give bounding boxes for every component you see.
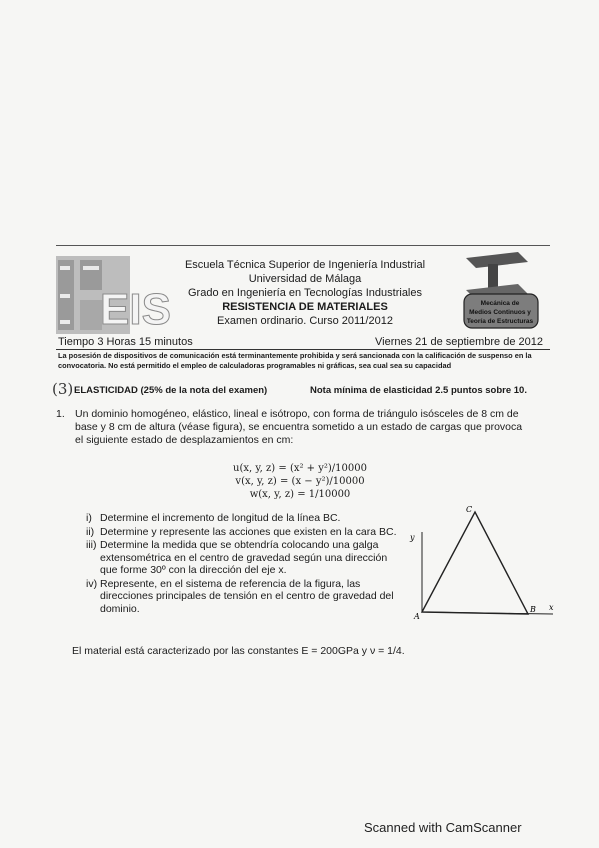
institution-header [150, 258, 460, 328]
vertex-b-label: B [530, 605, 536, 614]
department-logo [458, 250, 542, 336]
question-item [86, 512, 404, 525]
exam-type: Examen ordinario. Curso 2011/2012 [217, 315, 393, 327]
course-title: RESISTENCIA DE MATERIALES [222, 301, 388, 313]
exam-duration: Tiempo 3 Horas 15 minutos [58, 336, 193, 348]
triangle-shape [422, 512, 528, 614]
material-constants: El material está caracterizado por las constantes E = 200GPa y ν = 1/4. [72, 645, 405, 657]
question-number: iii) [86, 539, 97, 551]
degree-name: Grado en Ingeniería en Tecnologías Industriales [187, 287, 422, 299]
minimum-grade-note: Nota mínima de elasticidad 2.5 puntos sobre 10. [310, 385, 527, 396]
question-item [86, 526, 404, 539]
dept-line-1: Mecánica de [480, 300, 520, 307]
rules-notice: La posesión de dispositivos de comunicación está terminantemente prohibida y será sancionada con la calificación de suspenso en la convocatoria. No está permitido el empleo de calculadoras programables ni gráficas, sea cual sea su capacidad [58, 351, 532, 370]
top-rule [56, 245, 550, 246]
equation-v: v(x, y, z) = (x − y²)/10000 [235, 476, 365, 487]
question-item [86, 578, 404, 616]
dept-line-3: Teoría de Estructuras [466, 318, 534, 325]
question-number: iv) [86, 577, 98, 590]
handwritten-number: (3) [52, 380, 74, 398]
equation-w: w(x, y, z) = 1/10000 [249, 489, 351, 500]
problem-statement: Un dominio homogéneo, elástico, lineal e isótropo, con forma de triángulo isósceles de 8 cm de base y 8 cm de altura (véase figura), se encuentra sometido a un estado de cargas que provoca el siguiente estado de desplazamientos en cm: [75, 408, 523, 446]
question-item [86, 539, 404, 577]
university-name: Universidad de Málaga [248, 273, 362, 285]
question-number: ii) [86, 525, 95, 538]
question-text: Determine y represente las acciones que existen en la cara BC. [100, 525, 397, 538]
question-text: Determine el incremento de longitud de la línea BC. [100, 512, 341, 524]
question-text: Represente, en el sistema de referencia de la figura, las direcciones principales de tensión en el centro de gravedad del dominio. [100, 577, 394, 615]
school-logo [56, 256, 171, 334]
question-number: i) [86, 512, 92, 524]
mid-rule [56, 349, 550, 350]
section-title: ELASTICIDAD (25% de la nota del examen) [74, 385, 268, 396]
y-axis-label: y [410, 533, 415, 542]
displacement-equations [200, 462, 400, 501]
question-text: Determine la medida que se obtendría colocando una galga extensométrica en el centro de gravedad según una dirección que forme 30º con la dirección del eje x. [100, 539, 388, 576]
question-list [86, 512, 404, 616]
vertex-c-label: C [466, 505, 473, 514]
dept-line-2: Medios Continuos y [469, 309, 531, 316]
x-axis-label: x [549, 603, 554, 612]
equation-u: u(x, y, z) = (x² + y²)/10000 [233, 463, 367, 474]
problem-number: 1. [56, 408, 65, 420]
logo-letters: EIS [100, 285, 171, 334]
scanner-watermark: Scanned with CamScanner [364, 820, 522, 835]
vertex-a-label: A [414, 612, 420, 621]
triangle-figure [408, 498, 558, 628]
school-name: Escuela Técnica Superior de Ingeniería Industrial [184, 259, 426, 271]
exam-date: Viernes 21 de septiembre de 2012 [375, 336, 543, 348]
